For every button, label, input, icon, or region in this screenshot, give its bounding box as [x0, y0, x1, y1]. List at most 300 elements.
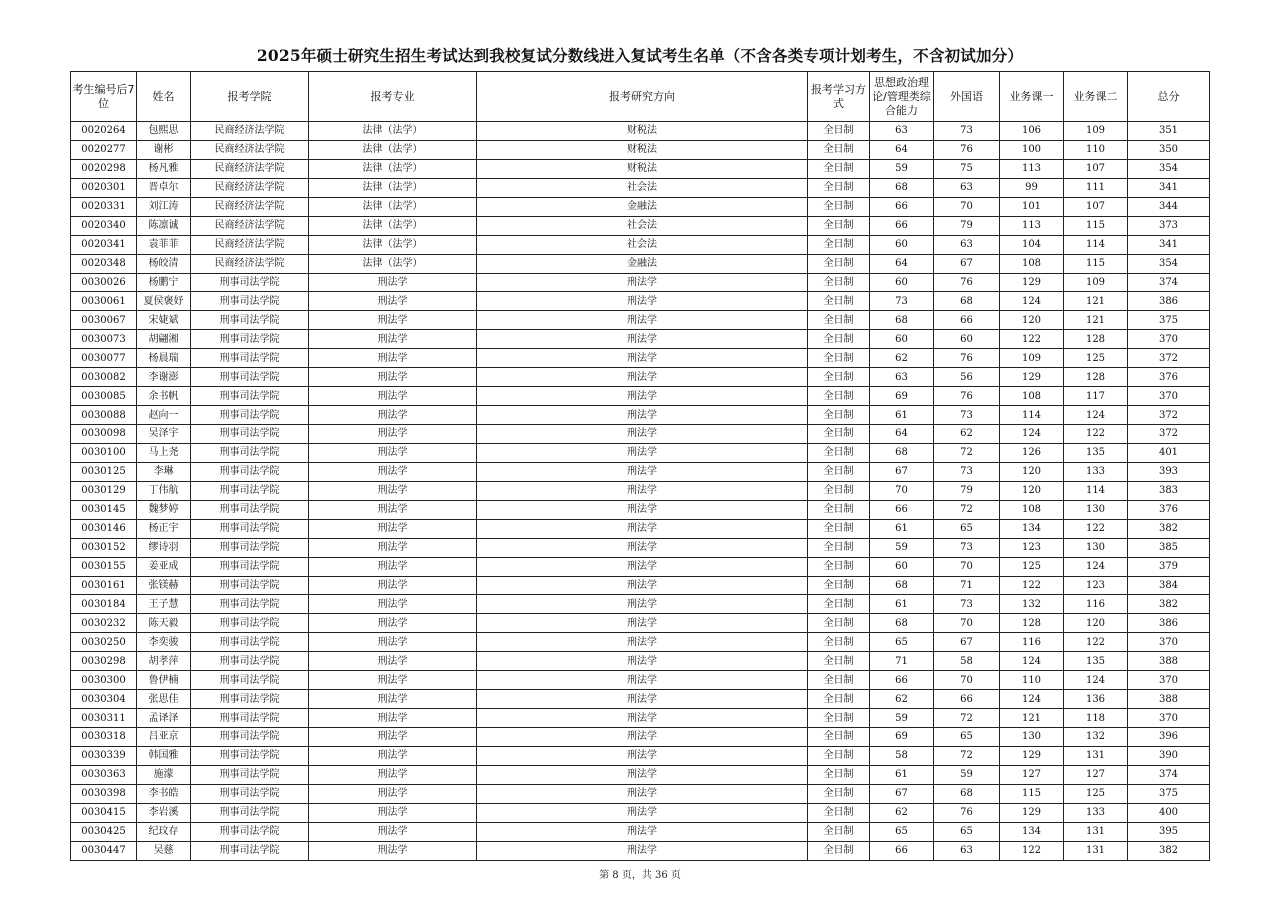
study-mode-cell: 全日制	[808, 122, 870, 141]
table-row	[71, 652, 1210, 671]
name-cell: 陈天毅	[137, 614, 191, 633]
foreign-language-score-cell: 58	[934, 652, 1000, 671]
direction-cell: 刑法学	[477, 557, 808, 576]
study-mode-cell: 全日制	[808, 197, 870, 216]
subject-two-score-cell: 122	[1064, 633, 1128, 652]
college-cell: 刑事司法学院	[191, 671, 309, 690]
total-score-cell: 390	[1128, 746, 1210, 765]
foreign-language-score-cell: 66	[934, 690, 1000, 709]
major-cell: 刑法学	[309, 311, 477, 330]
name-cell: 胡孝萍	[137, 652, 191, 671]
college-cell: 刑事司法学院	[191, 784, 309, 803]
foreign-language-score-cell: 72	[934, 500, 1000, 519]
subject-two-score-cell: 130	[1064, 538, 1128, 557]
direction-cell: 刑法学	[477, 576, 808, 595]
subject-two-score-cell: 131	[1064, 841, 1128, 860]
table-row	[71, 368, 1210, 387]
college-cell: 民商经济法学院	[191, 254, 309, 273]
subject-two-score-cell: 114	[1064, 235, 1128, 254]
politics-score-cell: 61	[870, 595, 934, 614]
direction-cell: 金融法	[477, 254, 808, 273]
foreign-language-score-cell: 70	[934, 671, 1000, 690]
college-cell: 刑事司法学院	[191, 462, 309, 481]
subject-two-score-cell: 109	[1064, 273, 1128, 292]
col-header-direction: 报考研究方向	[477, 72, 808, 122]
subject-two-score-cell: 135	[1064, 443, 1128, 462]
name-cell: 晋卓尔	[137, 178, 191, 197]
subject-one-score-cell: 116	[1000, 633, 1064, 652]
exam-id-cell: 0030152	[71, 538, 137, 557]
subject-two-score-cell: 125	[1064, 349, 1128, 368]
col-header-exam-id: 考生编号后7位	[71, 72, 137, 122]
study-mode-cell: 全日制	[808, 443, 870, 462]
foreign-language-score-cell: 70	[934, 614, 1000, 633]
major-cell: 刑法学	[309, 652, 477, 671]
direction-cell: 刑法学	[477, 709, 808, 728]
major-cell: 法律（法学）	[309, 235, 477, 254]
direction-cell: 社会法	[477, 178, 808, 197]
exam-id-cell: 0030311	[71, 709, 137, 728]
name-cell: 李岩溪	[137, 803, 191, 822]
table-row	[71, 519, 1210, 538]
subject-two-score-cell: 131	[1064, 822, 1128, 841]
exam-id-cell: 0020341	[71, 235, 137, 254]
direction-cell: 财税法	[477, 140, 808, 159]
study-mode-cell: 全日制	[808, 235, 870, 254]
direction-cell: 刑法学	[477, 671, 808, 690]
college-cell: 刑事司法学院	[191, 841, 309, 860]
name-cell: 姜亚成	[137, 557, 191, 576]
foreign-language-score-cell: 70	[934, 557, 1000, 576]
total-score-cell: 376	[1128, 368, 1210, 387]
total-score-cell: 372	[1128, 425, 1210, 444]
total-score-cell: 370	[1128, 633, 1210, 652]
subject-two-score-cell: 110	[1064, 140, 1128, 159]
politics-score-cell: 63	[870, 368, 934, 387]
subject-one-score-cell: 109	[1000, 349, 1064, 368]
exam-id-cell: 0030161	[71, 576, 137, 595]
exam-id-cell: 0030088	[71, 406, 137, 425]
college-cell: 刑事司法学院	[191, 292, 309, 311]
table-body	[71, 122, 1210, 861]
college-cell: 刑事司法学院	[191, 519, 309, 538]
major-cell: 刑法学	[309, 746, 477, 765]
subject-one-score-cell: 129	[1000, 368, 1064, 387]
table-row	[71, 443, 1210, 462]
major-cell: 刑法学	[309, 481, 477, 500]
foreign-language-score-cell: 79	[934, 481, 1000, 500]
college-cell: 刑事司法学院	[191, 481, 309, 500]
politics-score-cell: 65	[870, 633, 934, 652]
subject-two-score-cell: 136	[1064, 690, 1128, 709]
subject-two-score-cell: 128	[1064, 368, 1128, 387]
study-mode-cell: 全日制	[808, 254, 870, 273]
col-header-foreign-language: 外国语	[934, 72, 1000, 122]
foreign-language-score-cell: 66	[934, 311, 1000, 330]
col-header-total: 总分	[1128, 72, 1210, 122]
subject-two-score-cell: 133	[1064, 462, 1128, 481]
study-mode-cell: 全日制	[808, 406, 870, 425]
col-header-politics: 思想政治理论/管理类综合能力	[870, 72, 934, 122]
table-row	[71, 406, 1210, 425]
total-score-cell: 370	[1128, 387, 1210, 406]
politics-score-cell: 62	[870, 349, 934, 368]
col-header-subject-one: 业务课一	[1000, 72, 1064, 122]
subject-two-score-cell: 133	[1064, 803, 1128, 822]
politics-score-cell: 69	[870, 387, 934, 406]
table-row	[71, 557, 1210, 576]
politics-score-cell: 62	[870, 803, 934, 822]
foreign-language-score-cell: 56	[934, 368, 1000, 387]
table-row	[71, 784, 1210, 803]
total-score-cell: 370	[1128, 709, 1210, 728]
politics-score-cell: 66	[870, 841, 934, 860]
exam-id-cell: 0030304	[71, 690, 137, 709]
study-mode-cell: 全日制	[808, 652, 870, 671]
major-cell: 刑法学	[309, 368, 477, 387]
subject-one-score-cell: 115	[1000, 784, 1064, 803]
exam-id-cell: 0020277	[71, 140, 137, 159]
exam-id-cell: 0030085	[71, 387, 137, 406]
college-cell: 刑事司法学院	[191, 595, 309, 614]
exam-id-cell: 0020348	[71, 254, 137, 273]
exam-id-cell: 0030129	[71, 481, 137, 500]
study-mode-cell: 全日制	[808, 330, 870, 349]
politics-score-cell: 60	[870, 273, 934, 292]
major-cell: 刑法学	[309, 425, 477, 444]
direction-cell: 刑法学	[477, 803, 808, 822]
study-mode-cell: 全日制	[808, 803, 870, 822]
college-cell: 刑事司法学院	[191, 557, 309, 576]
foreign-language-score-cell: 75	[934, 159, 1000, 178]
subject-one-score-cell: 124	[1000, 690, 1064, 709]
major-cell: 法律（法学）	[309, 178, 477, 197]
subject-two-score-cell: 125	[1064, 784, 1128, 803]
total-score-cell: 374	[1128, 765, 1210, 784]
politics-score-cell: 58	[870, 746, 934, 765]
major-cell: 刑法学	[309, 841, 477, 860]
subject-one-score-cell: 110	[1000, 671, 1064, 690]
direction-cell: 刑法学	[477, 822, 808, 841]
major-cell: 刑法学	[309, 709, 477, 728]
college-cell: 民商经济法学院	[191, 197, 309, 216]
direction-cell: 刑法学	[477, 519, 808, 538]
foreign-language-score-cell: 65	[934, 519, 1000, 538]
exam-id-cell: 0030318	[71, 728, 137, 747]
major-cell: 刑法学	[309, 765, 477, 784]
total-score-cell: 376	[1128, 500, 1210, 519]
major-cell: 刑法学	[309, 292, 477, 311]
subject-one-score-cell: 114	[1000, 406, 1064, 425]
study-mode-cell: 全日制	[808, 273, 870, 292]
direction-cell: 刑法学	[477, 406, 808, 425]
study-mode-cell: 全日制	[808, 349, 870, 368]
subject-one-score-cell: 129	[1000, 746, 1064, 765]
direction-cell: 刑法学	[477, 765, 808, 784]
politics-score-cell: 70	[870, 481, 934, 500]
total-score-cell: 396	[1128, 728, 1210, 747]
name-cell: 纪玟存	[137, 822, 191, 841]
college-cell: 刑事司法学院	[191, 746, 309, 765]
direction-cell: 财税法	[477, 159, 808, 178]
major-cell: 刑法学	[309, 500, 477, 519]
direction-cell: 刑法学	[477, 330, 808, 349]
direction-cell: 刑法学	[477, 841, 808, 860]
major-cell: 法律（法学）	[309, 159, 477, 178]
study-mode-cell: 全日制	[808, 784, 870, 803]
name-cell: 鲁伊楠	[137, 671, 191, 690]
foreign-language-score-cell: 73	[934, 538, 1000, 557]
table-row	[71, 500, 1210, 519]
politics-score-cell: 66	[870, 197, 934, 216]
college-cell: 刑事司法学院	[191, 387, 309, 406]
college-cell: 刑事司法学院	[191, 709, 309, 728]
total-score-cell: 341	[1128, 178, 1210, 197]
direction-cell: 刑法学	[477, 273, 808, 292]
college-cell: 刑事司法学院	[191, 311, 309, 330]
subject-one-score-cell: 120	[1000, 481, 1064, 500]
total-score-cell: 382	[1128, 519, 1210, 538]
table-row	[71, 614, 1210, 633]
subject-one-score-cell: 124	[1000, 292, 1064, 311]
major-cell: 刑法学	[309, 519, 477, 538]
direction-cell: 刑法学	[477, 425, 808, 444]
foreign-language-score-cell: 73	[934, 462, 1000, 481]
exam-id-cell: 0030026	[71, 273, 137, 292]
subject-one-score-cell: 108	[1000, 254, 1064, 273]
politics-score-cell: 59	[870, 709, 934, 728]
foreign-language-score-cell: 76	[934, 349, 1000, 368]
total-score-cell: 372	[1128, 406, 1210, 425]
politics-score-cell: 67	[870, 462, 934, 481]
foreign-language-score-cell: 65	[934, 728, 1000, 747]
direction-cell: 刑法学	[477, 311, 808, 330]
college-cell: 刑事司法学院	[191, 728, 309, 747]
subject-two-score-cell: 107	[1064, 197, 1128, 216]
table-row	[71, 159, 1210, 178]
exam-id-cell: 0030363	[71, 765, 137, 784]
study-mode-cell: 全日制	[808, 425, 870, 444]
exam-id-cell: 0030077	[71, 349, 137, 368]
subject-one-score-cell: 122	[1000, 841, 1064, 860]
exam-id-cell: 0020264	[71, 122, 137, 141]
college-cell: 刑事司法学院	[191, 349, 309, 368]
table-row	[71, 387, 1210, 406]
total-score-cell: 395	[1128, 822, 1210, 841]
politics-score-cell: 73	[870, 292, 934, 311]
name-cell: 丁伟航	[137, 481, 191, 500]
foreign-language-score-cell: 71	[934, 576, 1000, 595]
table-row	[71, 746, 1210, 765]
major-cell: 刑法学	[309, 330, 477, 349]
direction-cell: 刑法学	[477, 481, 808, 500]
total-score-cell: 400	[1128, 803, 1210, 822]
table-row	[71, 216, 1210, 235]
total-score-cell: 344	[1128, 197, 1210, 216]
major-cell: 刑法学	[309, 690, 477, 709]
direction-cell: 刑法学	[477, 368, 808, 387]
subject-two-score-cell: 122	[1064, 425, 1128, 444]
table-row	[71, 254, 1210, 273]
study-mode-cell: 全日制	[808, 519, 870, 538]
study-mode-cell: 全日制	[808, 557, 870, 576]
politics-score-cell: 62	[870, 690, 934, 709]
major-cell: 刑法学	[309, 803, 477, 822]
direction-cell: 金融法	[477, 197, 808, 216]
name-cell: 李奕骏	[137, 633, 191, 652]
exam-id-cell: 0030339	[71, 746, 137, 765]
total-score-cell: 373	[1128, 216, 1210, 235]
study-mode-cell: 全日制	[808, 765, 870, 784]
exam-id-cell: 0030425	[71, 822, 137, 841]
college-cell: 刑事司法学院	[191, 500, 309, 519]
politics-score-cell: 60	[870, 235, 934, 254]
direction-cell: 刑法学	[477, 292, 808, 311]
subject-two-score-cell: 115	[1064, 216, 1128, 235]
total-score-cell: 388	[1128, 690, 1210, 709]
name-cell: 李谢澎	[137, 368, 191, 387]
major-cell: 刑法学	[309, 614, 477, 633]
exam-id-cell: 0030098	[71, 425, 137, 444]
politics-score-cell: 65	[870, 822, 934, 841]
subject-two-score-cell: 118	[1064, 709, 1128, 728]
college-cell: 民商经济法学院	[191, 159, 309, 178]
foreign-language-score-cell: 59	[934, 765, 1000, 784]
study-mode-cell: 全日制	[808, 216, 870, 235]
subject-one-score-cell: 100	[1000, 140, 1064, 159]
college-cell: 刑事司法学院	[191, 538, 309, 557]
direction-cell: 刑法学	[477, 462, 808, 481]
college-cell: 刑事司法学院	[191, 576, 309, 595]
politics-score-cell: 60	[870, 330, 934, 349]
table-row	[71, 178, 1210, 197]
college-cell: 民商经济法学院	[191, 140, 309, 159]
direction-cell: 刑法学	[477, 443, 808, 462]
direction-cell: 刑法学	[477, 784, 808, 803]
col-header-study-mode: 报考学习方式	[808, 72, 870, 122]
exam-id-cell: 0030146	[71, 519, 137, 538]
exam-id-cell: 0030067	[71, 311, 137, 330]
total-score-cell: 354	[1128, 254, 1210, 273]
foreign-language-score-cell: 72	[934, 709, 1000, 728]
study-mode-cell: 全日制	[808, 538, 870, 557]
name-cell: 余书帆	[137, 387, 191, 406]
study-mode-cell: 全日制	[808, 728, 870, 747]
direction-cell: 刑法学	[477, 728, 808, 747]
subject-one-score-cell: 120	[1000, 462, 1064, 481]
total-score-cell: 375	[1128, 784, 1210, 803]
col-header-college: 报考学院	[191, 72, 309, 122]
table-row	[71, 690, 1210, 709]
subject-two-score-cell: 114	[1064, 481, 1128, 500]
subject-one-score-cell: 113	[1000, 216, 1064, 235]
subject-one-score-cell: 128	[1000, 614, 1064, 633]
politics-score-cell: 61	[870, 406, 934, 425]
major-cell: 刑法学	[309, 557, 477, 576]
college-cell: 刑事司法学院	[191, 690, 309, 709]
subject-two-score-cell: 124	[1064, 406, 1128, 425]
subject-two-score-cell: 127	[1064, 765, 1128, 784]
exam-id-cell: 0030155	[71, 557, 137, 576]
subject-two-score-cell: 107	[1064, 159, 1128, 178]
subject-one-score-cell: 122	[1000, 330, 1064, 349]
name-cell: 孟译泽	[137, 709, 191, 728]
table-row	[71, 538, 1210, 557]
table-row	[71, 349, 1210, 368]
college-cell: 民商经济法学院	[191, 235, 309, 254]
subject-two-score-cell: 109	[1064, 122, 1128, 141]
politics-score-cell: 66	[870, 216, 934, 235]
major-cell: 法律（法学）	[309, 197, 477, 216]
college-cell: 刑事司法学院	[191, 443, 309, 462]
name-cell: 魏梦婷	[137, 500, 191, 519]
name-cell: 陈凛诚	[137, 216, 191, 235]
subject-two-score-cell: 135	[1064, 652, 1128, 671]
study-mode-cell: 全日制	[808, 292, 870, 311]
direction-cell: 刑法学	[477, 387, 808, 406]
table-row	[71, 273, 1210, 292]
total-score-cell: 393	[1128, 462, 1210, 481]
major-cell: 刑法学	[309, 406, 477, 425]
subject-one-score-cell: 125	[1000, 557, 1064, 576]
subject-one-score-cell: 129	[1000, 803, 1064, 822]
foreign-language-score-cell: 70	[934, 197, 1000, 216]
politics-score-cell: 68	[870, 178, 934, 197]
college-cell: 刑事司法学院	[191, 803, 309, 822]
total-score-cell: 384	[1128, 576, 1210, 595]
direction-cell: 社会法	[477, 216, 808, 235]
college-cell: 民商经济法学院	[191, 122, 309, 141]
foreign-language-score-cell: 79	[934, 216, 1000, 235]
name-cell: 韩国雅	[137, 746, 191, 765]
subject-two-score-cell: 116	[1064, 595, 1128, 614]
name-cell: 张思佳	[137, 690, 191, 709]
subject-one-score-cell: 123	[1000, 538, 1064, 557]
politics-score-cell: 63	[870, 122, 934, 141]
exam-id-cell: 0020301	[71, 178, 137, 197]
subject-two-score-cell: 123	[1064, 576, 1128, 595]
college-cell: 刑事司法学院	[191, 633, 309, 652]
table-row	[71, 197, 1210, 216]
candidate-table	[70, 71, 1210, 861]
total-score-cell: 382	[1128, 841, 1210, 860]
subject-one-score-cell: 124	[1000, 652, 1064, 671]
subject-one-score-cell: 129	[1000, 273, 1064, 292]
table-row	[71, 425, 1210, 444]
major-cell: 刑法学	[309, 633, 477, 652]
foreign-language-score-cell: 68	[934, 784, 1000, 803]
exam-id-cell: 0030250	[71, 633, 137, 652]
subject-one-score-cell: 122	[1000, 576, 1064, 595]
subject-one-score-cell: 126	[1000, 443, 1064, 462]
table-row	[71, 330, 1210, 349]
college-cell: 刑事司法学院	[191, 330, 309, 349]
study-mode-cell: 全日制	[808, 671, 870, 690]
table-row	[71, 841, 1210, 860]
major-cell: 刑法学	[309, 728, 477, 747]
table-row	[71, 122, 1210, 141]
subject-one-score-cell: 134	[1000, 822, 1064, 841]
politics-score-cell: 68	[870, 576, 934, 595]
total-score-cell: 372	[1128, 349, 1210, 368]
direction-cell: 财税法	[477, 122, 808, 141]
subject-two-score-cell: 131	[1064, 746, 1128, 765]
politics-score-cell: 64	[870, 425, 934, 444]
name-cell: 杨晨瑞	[137, 349, 191, 368]
college-cell: 刑事司法学院	[191, 822, 309, 841]
subject-two-score-cell: 117	[1064, 387, 1128, 406]
name-cell: 谢彬	[137, 140, 191, 159]
